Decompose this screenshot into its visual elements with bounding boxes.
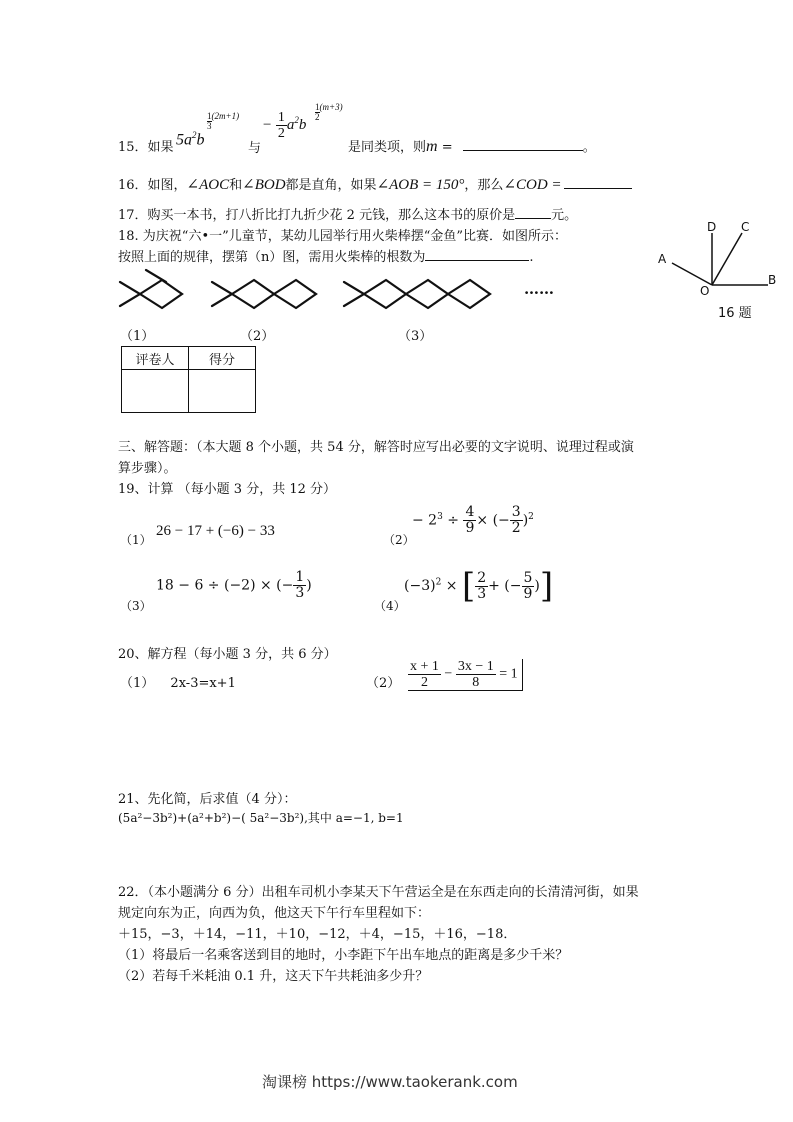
q19-p3-expr	[156, 570, 312, 601]
q20-p2-num2: 3x − 1	[457, 659, 494, 674]
q22-line1: 22．（本小题满分 6 分）出租车司机小李某天下午营运全是在东西走向的长清清河街，如果	[118, 885, 639, 900]
fig-label-3: （3）	[398, 329, 433, 344]
q19-p1-expr: 26 − 17 + (−6) − 33	[156, 523, 275, 539]
point-c-label: C	[741, 220, 750, 234]
q15-line	[118, 136, 174, 155]
grader-cell[interactable]	[122, 370, 189, 413]
q17-unit: 元。	[551, 208, 578, 223]
q15-term1	[176, 130, 205, 149]
grader-header: 评卷人	[122, 347, 189, 370]
ray-oa	[672, 263, 712, 285]
q18-line1: 18. 为庆祝“六•一”儿童节，某幼儿园举行用火柴棒摆“金鱼”比赛．如图所示：	[118, 229, 568, 244]
q21-title: 21、先化简，后求值（4 分）：	[118, 792, 297, 807]
q16-mid: 都是直角，如果	[285, 178, 377, 193]
figure16-caption: 16 题	[718, 306, 752, 321]
q16-ask: ∠COD =	[503, 177, 562, 193]
q20-p1	[120, 672, 236, 691]
q19-p3-num: 1	[295, 569, 305, 585]
q16-condition: ∠AOB = 150°	[376, 177, 465, 193]
q19-p4-exp: 2	[435, 577, 442, 588]
q16-line	[118, 174, 632, 194]
point-d-label: D	[707, 220, 717, 234]
matchstick-figures	[110, 262, 570, 322]
q19-p2-lead: − 2	[412, 512, 438, 529]
q19-p4-den: 3	[477, 585, 487, 602]
point-o-label: O	[700, 284, 710, 298]
q21-expr: (5a²−3b²)+(a²+b²)−( 5a²−3b²),其中 a=−1, b=1	[118, 811, 404, 825]
q19-p4-times: ×	[445, 578, 458, 594]
q15-term1-a-exp: 2	[192, 130, 197, 140]
q17-answer-blank[interactable]	[515, 206, 551, 219]
q19-p2-div: ÷	[447, 512, 460, 529]
fish-figure-2	[212, 280, 316, 308]
q19-p4-num: 2	[477, 569, 487, 586]
q19-title: 19、计算 （每小题 3 分，共 12 分）	[118, 482, 337, 497]
q15-term1-exponent	[207, 112, 239, 131]
q17-line	[118, 204, 577, 223]
q15-end: 。	[582, 140, 596, 155]
q19-p3-text: 18 − 6 ÷ (−2) × (−	[156, 577, 294, 594]
q19-p4-expr	[404, 566, 553, 606]
q20-p2-minus: −	[444, 666, 453, 682]
q20-p2-expr	[408, 659, 523, 691]
q15-term2-exp-paren: (m+3)	[319, 102, 343, 112]
q16-prefix: 16．如图，	[118, 178, 187, 193]
q19-p2-num: 4	[465, 504, 475, 520]
q15-eq: =	[441, 140, 453, 155]
q15-term2-exp-den: 2	[315, 112, 320, 122]
fish-figure-3	[344, 280, 490, 308]
q22-line4: （1）将最后一名乘客送到目的地时，小李距下午出车地点的距离是多少千米？	[118, 948, 569, 963]
q16-and: 和	[229, 178, 243, 193]
fish-figure-1	[120, 270, 182, 308]
section3-line2: 算步骤）。	[118, 461, 177, 476]
q19-p2-label: （2）	[383, 533, 415, 547]
q15-term1-exp-den: 3	[207, 121, 212, 131]
q15-term2-exponent	[315, 103, 343, 122]
q19-p3-den: 3	[295, 585, 305, 601]
q15-term1-b: b	[196, 131, 205, 149]
q19-p4-left-bracket: [	[461, 566, 476, 606]
q15-prefix: 15．如果	[118, 140, 174, 155]
q18-line2-text: 按照上面的规律，摆第（n）图，需用火柴棒的根数为	[118, 250, 426, 265]
q19-p3-label: （3）	[120, 599, 152, 613]
q18-line2-end: .	[529, 250, 534, 265]
q15-term2	[262, 110, 306, 141]
q20-p2-den2: 8	[472, 675, 480, 690]
q20-p1-expr: 2x-3=x+1	[170, 676, 236, 691]
q20-p2-label: （2）	[366, 676, 401, 691]
q19-p3-close: )	[306, 577, 312, 594]
q15-suffix-line	[348, 136, 596, 156]
grader-table	[121, 346, 256, 413]
q15-term2-frac-den: 2	[277, 126, 285, 141]
q19-p4-label: （4）	[374, 599, 406, 613]
q19-p2-expr	[412, 505, 534, 536]
q22-line5: （2）若每千米耗油 0.1 升，这天下午共耗油多少升？	[118, 969, 429, 984]
q15-term2-exp-num: 1	[315, 102, 320, 112]
q19-p4-close: )	[534, 578, 540, 594]
q16-then: ，那么	[464, 178, 504, 193]
q19-p2-num2: 3	[511, 504, 521, 520]
q15-term1-exp-num: 1	[207, 111, 212, 121]
q15-term2-a: a	[286, 116, 295, 133]
angle-diagram	[650, 215, 790, 305]
q15-var: m	[426, 138, 438, 155]
q19-p2-den2: 2	[511, 520, 521, 536]
q15-connector: 与	[248, 141, 262, 156]
q19-p2-times: × (−	[476, 512, 510, 529]
q22-line2: 规定向东为正，向西为负，他这天下午行车里程如下：	[118, 906, 431, 921]
q16-angle2: ∠BOD	[242, 177, 286, 193]
q15-answer-blank[interactable]	[463, 138, 583, 151]
q17-text: 17．购买一本书，打八折比打九折少花 2 元钱，那么这本书的原价是	[118, 208, 516, 223]
q22-line3: ＋15，−3，＋14，−11，＋10，−12，＋4，−15，＋16，−18．	[118, 927, 517, 942]
q19-p2-sq: 2	[528, 511, 534, 522]
q20-p2-den1: 2	[420, 675, 428, 690]
q20-p2-rhs: = 1	[499, 666, 518, 682]
q20-p1-label: （1）	[120, 676, 155, 691]
q19-p1-label: （1）	[120, 533, 152, 547]
q19-p4-den2: 9	[523, 585, 533, 602]
q20-p2-num1: x + 1	[410, 659, 439, 674]
fig-label-2: （2）	[240, 329, 275, 344]
q18-dots: ……	[524, 280, 554, 298]
score-header: 得分	[189, 347, 256, 370]
q19-p2-den: 9	[465, 520, 475, 536]
q15-term2-sign: −	[262, 116, 273, 133]
q15-term2-frac-num: 1	[277, 110, 285, 125]
q15-term1-coef: 5a	[176, 131, 192, 149]
q19-p4-right-bracket: ]	[539, 566, 554, 606]
q19-p4-plus: + (−	[488, 578, 522, 594]
section3-line1: 三、解答题：（本大题 8 个小题，共 54 分，解答时应写出必要的文字说明、说理过程或演	[118, 440, 634, 455]
q18-answer-blank[interactable]	[425, 248, 529, 261]
q19-p4-num2: 5	[523, 569, 533, 586]
q15-suffix: 是同类项，则	[348, 140, 427, 155]
q15-term1-exp-paren: (2m+1)	[211, 111, 240, 121]
point-b-label: B	[768, 273, 777, 287]
q19-p2-close: )	[522, 512, 529, 529]
point-a-label: A	[658, 252, 667, 266]
q15-term2-b: b	[298, 116, 307, 133]
q16-angle1: ∠AOC	[186, 177, 230, 193]
q16-answer-blank[interactable]	[564, 176, 632, 189]
score-cell[interactable]	[189, 370, 256, 413]
footer-watermark[interactable]: 淘课榜 https://www.taokerank.com	[262, 1073, 518, 1091]
q19-p2-exp: 3	[437, 511, 443, 522]
q19-p4-lead: (−3)	[404, 578, 436, 594]
ray-oc	[712, 233, 742, 285]
fig-label-1: （1）	[120, 329, 155, 344]
q15-term2-a-exp: 2	[294, 114, 299, 125]
q20-title: 20、解方程（每小题 3 分，共 6 分）	[118, 647, 337, 662]
